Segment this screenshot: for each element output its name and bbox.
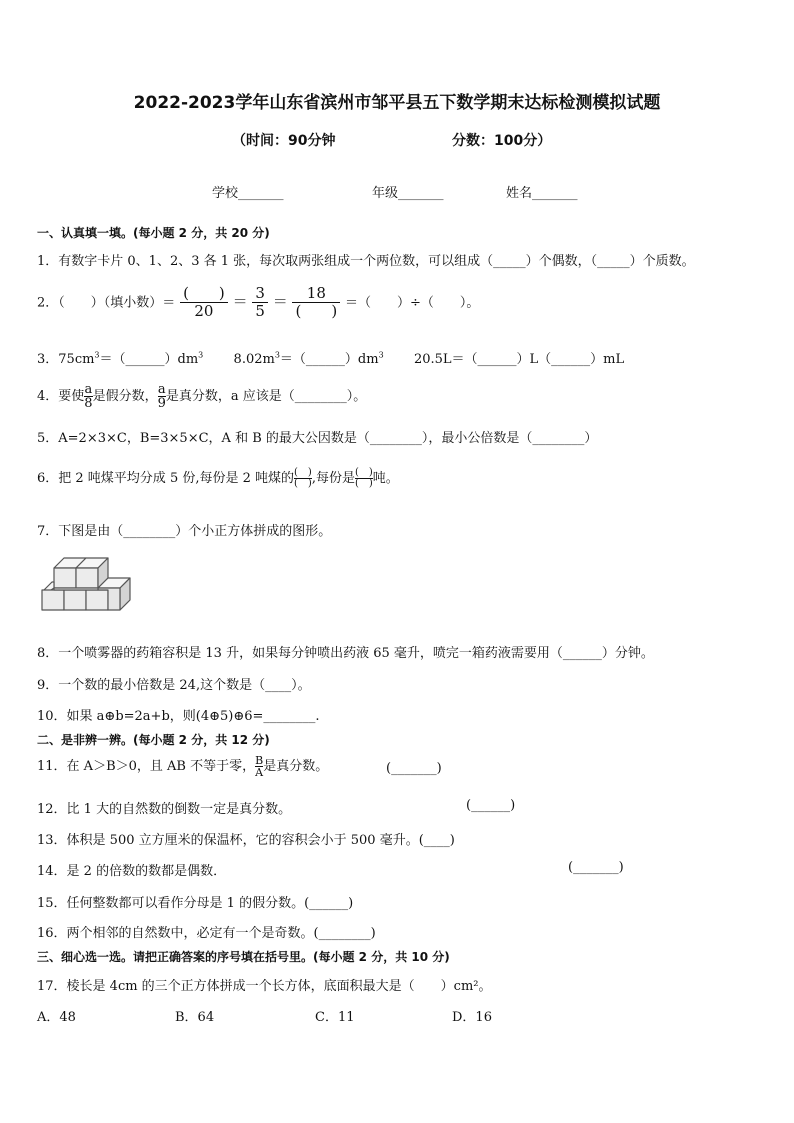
option-a: A．48 <box>37 1010 76 1025</box>
question-12: 12．比 1 大的自然数的倒数一定是真分数。 <box>37 802 292 817</box>
name-field: 姓名_______ <box>506 186 578 201</box>
question-13: 13．体积是 500 立方厘米的保温杯，它的容积会小于 500 毫升。(____) <box>37 833 455 848</box>
question-1: 1．有数字卡片 0、1、2、3 各 1 张，每次取两张组成一个两位数，可以组成（_____）个偶数，（_____）个质数。 <box>37 254 695 269</box>
option-b: B．64 <box>175 1010 215 1025</box>
question-10: 10．如果 a⊕b=2a+b，则(4⊕5)⊕6=________. <box>37 709 320 724</box>
question-16: 16．两个相邻的自然数中，必定有一个是奇数。(________) <box>37 926 376 941</box>
question-7: 7．下图是由（________）个小正方体拼成的图形。 <box>37 524 332 539</box>
fraction: $\frac{a}{9}$ <box>157 382 166 411</box>
cube-stack-figure <box>40 552 132 614</box>
option-d: D．16 <box>452 1010 492 1025</box>
question-11-blank: (_______) <box>386 761 442 776</box>
exam-time: （时间：90分钟 <box>232 133 336 149</box>
fraction: $\frac{( )}{( )}$ <box>294 467 312 489</box>
question-8: 8．一个喷雾器的药箱容积是 13 升，如果每分钟喷出药液 65 毫升，喷完一箱药液需要用（______）分钟。 <box>37 646 654 661</box>
fraction: $\frac{3}{5}$ <box>252 285 268 320</box>
grade-field: 年级_______ <box>372 186 444 201</box>
question-3: 3．$75cm^3=(\_\_\_\_\_\_)dm^3$ $8.02m^3=(\_\_\_\_\_\_)dm^3$ 20.5L＝（______）L（______）mL <box>37 350 625 367</box>
question-4: 4．要使 $\frac{a}{8}$ 是假分数， $\frac{a}{9}$ 是真分数，a 应该是（________）。 <box>37 382 367 411</box>
question-11: 11．在 A＞B＞0，且 AB 不等于零， $\frac{B}{A}$ 是真分数。 <box>37 754 329 779</box>
question-9: 9．一个数的最小倍数是 24,这个数是（____）。 <box>37 678 311 693</box>
question-15: 15．任何整数都可以看作分母是 1 的假分数。(______) <box>37 896 354 911</box>
option-c: C．11 <box>315 1010 355 1025</box>
fraction: $\frac{a}{8}$ <box>84 382 93 411</box>
section-1-heading: 一、认真填一填。(每小题 2 分，共 20 分) <box>37 226 270 240</box>
fraction: $\frac{B}{A}$ <box>255 754 264 779</box>
fraction: $\frac{( )}{20}$ <box>180 285 228 320</box>
question-2: 2．（ ）（填小数）＝ $\frac{( )}{20}$ ＝ $\frac{3}{5}$ ＝ $\frac{18}{( )}$ ＝（ ）÷（ ）。 <box>37 284 480 320</box>
question-14-blank: (_______) <box>568 860 624 875</box>
exam-score: 分数：100分） <box>452 133 552 149</box>
fraction: $\frac{( )}{( )}$ <box>354 467 373 489</box>
question-6: 6．把 2 吨煤平均分成 5 份,每份是 2 吨煤的 $\frac{( )}{( )}$ ,每份是 $\frac{( )}{( )}$ 吨。 <box>37 467 399 489</box>
question-17: 17．棱长是 4cm 的三个正方体拼成一个长方体，底面积最大是（ ）cm²。 <box>37 979 492 994</box>
question-5: 5．A=2×3×C，B=3×5×C，A 和 B 的最大公因数是（________），最小公倍数是（________） <box>37 431 598 446</box>
question-12-blank: (______) <box>466 798 516 813</box>
question-14: 14．是 2 的倍数的数都是偶数． <box>37 864 227 879</box>
page-title: 2022-2023学年山东省滨州市邹平县五下数学期末达标检测模拟试题 <box>133 93 661 113</box>
school-field: 学校_______ <box>212 186 284 201</box>
fraction: $\frac{18}{( )}$ <box>292 285 340 320</box>
section-2-heading: 二、是非辨一辨。(每小题 2 分，共 12 分) <box>37 733 270 747</box>
section-3-heading: 三、细心选一选。请把正确答案的序号填在括号里。(每小题 2 分，共 10 分) <box>37 950 450 964</box>
